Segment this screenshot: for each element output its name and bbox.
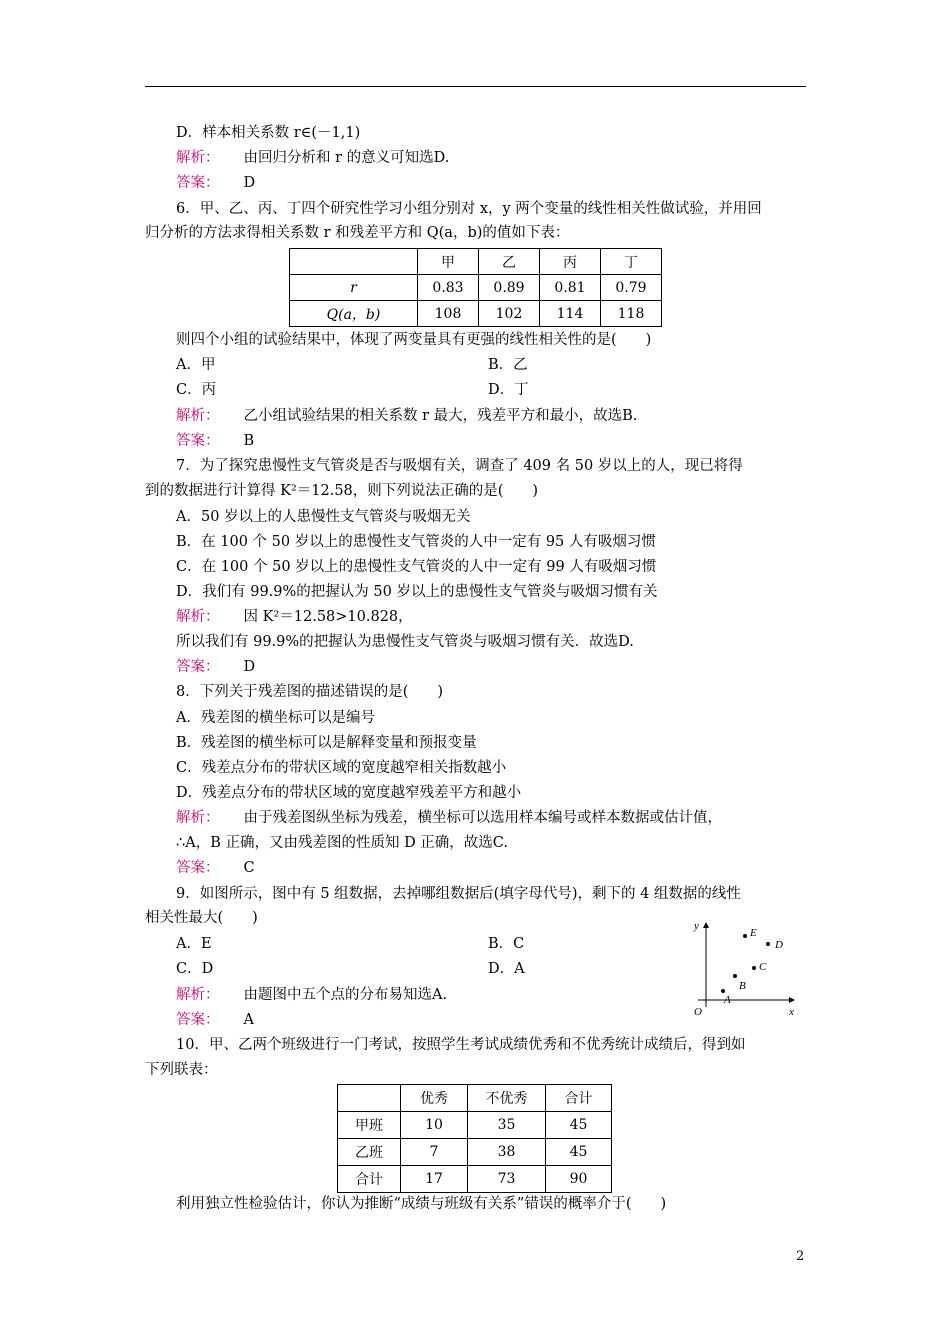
analysis-text: 由回归分析和 r 的意义可知选D. — [243, 150, 450, 166]
q9-option-b: B．C — [488, 936, 525, 952]
answer-text: B — [243, 433, 255, 449]
q8-option-d: D．残差点分布的带状区域的宽度越窄残差平方和越小 — [176, 785, 522, 801]
table-cell: 0.79 — [601, 275, 662, 301]
point-a-label: A — [724, 994, 731, 1006]
table-cell: 73 — [468, 1166, 546, 1193]
table-row — [290, 275, 662, 301]
table-cell: r — [290, 275, 418, 301]
q7-stem-line2: 到的数据进行计算得 K²＝12.58，则下列说法正确的是( ) — [145, 483, 539, 499]
answer-label: 答案： — [176, 1012, 220, 1028]
q6-option-a: A．甲 — [176, 357, 216, 373]
point-d — [766, 942, 770, 946]
table-header-cell: 丁 — [601, 249, 662, 275]
table-cell: 0.83 — [418, 275, 479, 301]
analysis-label: 解析： — [176, 150, 220, 166]
table-header-cell: 合计 — [546, 1085, 612, 1112]
table-row — [338, 1085, 612, 1112]
point-d-label: D — [775, 939, 783, 951]
table-cell: Q(a，b) — [290, 301, 418, 327]
q8-stem: 8．下列关于残差图的描述错误的是( ) — [176, 684, 444, 700]
q8-answer — [176, 858, 255, 878]
table-cell: 90 — [546, 1166, 612, 1193]
answer-label: 答案： — [176, 860, 220, 876]
q10-contingency-table — [337, 1084, 612, 1193]
q5-answer — [176, 173, 255, 193]
table-cell: 0.89 — [479, 275, 540, 301]
q8-option-c: C．残差点分布的带状区域的宽度越窄相关指数越小 — [176, 760, 507, 776]
table-row — [338, 1139, 612, 1166]
q5-analysis — [176, 148, 449, 168]
origin-label: O — [694, 1006, 702, 1018]
q7-answer — [176, 657, 255, 677]
q9-option-a: A．E — [176, 936, 212, 952]
y-axis-label: y — [694, 920, 699, 932]
table-header-cell — [338, 1085, 401, 1112]
q10-stem-line2: 下列联表： — [145, 1062, 218, 1078]
analysis-text: 由于残差图纵坐标为残差，横坐标可以选用样本编号或样本数据或估计值， — [243, 810, 722, 826]
q8-analysis — [176, 808, 722, 828]
q7-option-b: B．在 100 个 50 岁以上的患慢性支气管炎的人中一定有 95 人有吸烟习惯 — [176, 534, 656, 550]
analysis-text: 因 K²＝12.58>10.828， — [243, 609, 413, 625]
q7-option-a: A．50 岁以上的人患慢性支气管炎与吸烟无关 — [176, 509, 471, 525]
analysis-label: 解析： — [176, 408, 220, 424]
table-cell: 10 — [401, 1112, 468, 1139]
q6-analysis — [176, 406, 637, 426]
answer-text: A — [243, 1012, 254, 1028]
table-row — [290, 301, 662, 327]
answer-label: 答案： — [176, 175, 220, 191]
table-row — [290, 249, 662, 275]
answer-text: D — [243, 175, 256, 191]
analysis-label: 解析： — [176, 609, 220, 625]
table-row — [338, 1112, 612, 1139]
analysis-label: 解析： — [176, 810, 220, 826]
q7-stem-line1: 7．为了探究患慢性支气管炎是否与吸烟有关，调查了 409 名 50 岁以上的人，现已将得 — [176, 458, 743, 474]
table-cell: 乙班 — [338, 1139, 401, 1166]
table-cell: 114 — [540, 301, 601, 327]
analysis-label: 解析： — [176, 987, 220, 1003]
table-header-cell: 乙 — [479, 249, 540, 275]
table-header-cell: 优秀 — [401, 1085, 468, 1112]
point-a — [721, 989, 725, 993]
q7-option-c: C．在 100 个 50 岁以上的患慢性支气管炎的人中一定有 99 人有吸烟习惯 — [176, 559, 657, 575]
answer-text: D — [243, 659, 256, 675]
table-cell: 45 — [546, 1139, 612, 1166]
table-header-cell — [290, 249, 418, 275]
table-cell: 7 — [401, 1139, 468, 1166]
q6-option-c: C．丙 — [176, 382, 217, 398]
analysis-text: 由题图中五个点的分布易知选A. — [243, 987, 448, 1003]
q5-option-d: D．样本相关系数 r∈(－1,1) — [176, 125, 361, 141]
scatter-figure — [688, 915, 800, 1020]
q7-option-d: D．我们有 99.9%的把握认为 50 岁以上的患慢性支气管炎与吸烟习惯有关 — [176, 584, 658, 600]
answer-label: 答案： — [176, 659, 220, 675]
table-header-cell: 丙 — [540, 249, 601, 275]
q9-option-c: C．D — [176, 961, 214, 977]
q7-analysis — [176, 607, 413, 627]
q9-analysis — [176, 985, 447, 1005]
table-cell: 甲班 — [338, 1112, 401, 1139]
table-header-cell: 不优秀 — [468, 1085, 546, 1112]
table-cell: 38 — [468, 1139, 546, 1166]
point-e-label: E — [750, 927, 757, 939]
q8-option-a: A．残差图的横坐标可以是编号 — [176, 710, 375, 726]
table-cell: 合计 — [338, 1166, 401, 1193]
page-number: 2 — [796, 1249, 805, 1264]
x-axis-label: x — [789, 1006, 794, 1018]
q6-stem-line1: 6．甲、乙、丙、丁四个研究性学习小组分别对 x，y 两个变量的线性相关性做试验，并用回 — [176, 201, 762, 217]
q7-analysis-line2: 所以我们有 99.9%的把握认为患慢性支气管炎与吸烟习惯有关．故选D. — [176, 634, 634, 650]
table-cell: 102 — [479, 301, 540, 327]
q6-table — [289, 248, 662, 327]
q8-analysis-line2: ∴A，B 正确，又由残差图的性质知 D 正确，故选C. — [176, 835, 508, 851]
table-cell: 35 — [468, 1112, 546, 1139]
q6-option-d: D．丁 — [488, 382, 529, 398]
point-e — [743, 934, 747, 938]
table-cell: 0.81 — [540, 275, 601, 301]
table-cell: 45 — [546, 1112, 612, 1139]
table-row — [338, 1166, 612, 1193]
analysis-text: 乙小组试验结果的相关系数 r 最大，残差平方和最小，故选B. — [243, 408, 638, 424]
table-cell: 17 — [401, 1166, 468, 1193]
table-header-cell: 甲 — [418, 249, 479, 275]
answer-text: C — [243, 860, 255, 876]
answer-label: 答案： — [176, 433, 220, 449]
q6-stem-line2: 归分析的方法求得相关系数 r 和残差平方和 Q(a，b)的值如下表： — [145, 225, 570, 241]
q10-stem-line1: 10．甲、乙两个班级进行一门考试，按照学生考试成绩优秀和不优秀统计成绩后，得到如 — [176, 1037, 746, 1053]
q9-option-d: D．A — [488, 961, 525, 977]
q6-question: 则四个小组的试验结果中，体现了两变量具有更强的线性相关性的是( ) — [176, 332, 652, 348]
point-c — [752, 966, 756, 970]
point-b — [733, 974, 737, 978]
table-cell: 118 — [601, 301, 662, 327]
q10-question: 利用独立性检验估计，你认为推断“成绩与班级有关系”错误的概率介于( ) — [176, 1196, 667, 1212]
point-b-label: B — [739, 980, 746, 992]
point-c-label: C — [759, 961, 767, 973]
q9-stem-line2: 相关性最大( ) — [145, 910, 258, 926]
q6-option-b: B．乙 — [488, 357, 528, 373]
table-cell: 108 — [418, 301, 479, 327]
q6-answer — [176, 431, 254, 451]
q9-stem-line1: 9．如图所示，图中有 5 组数据，去掉哪组数据后(填字母代号)，剩下的 4 组数据的线性 — [176, 886, 741, 902]
header-rule — [145, 86, 806, 87]
q8-option-b: B．残差图的横坐标可以是解释变量和预报变量 — [176, 735, 477, 751]
q9-answer — [176, 1010, 254, 1030]
